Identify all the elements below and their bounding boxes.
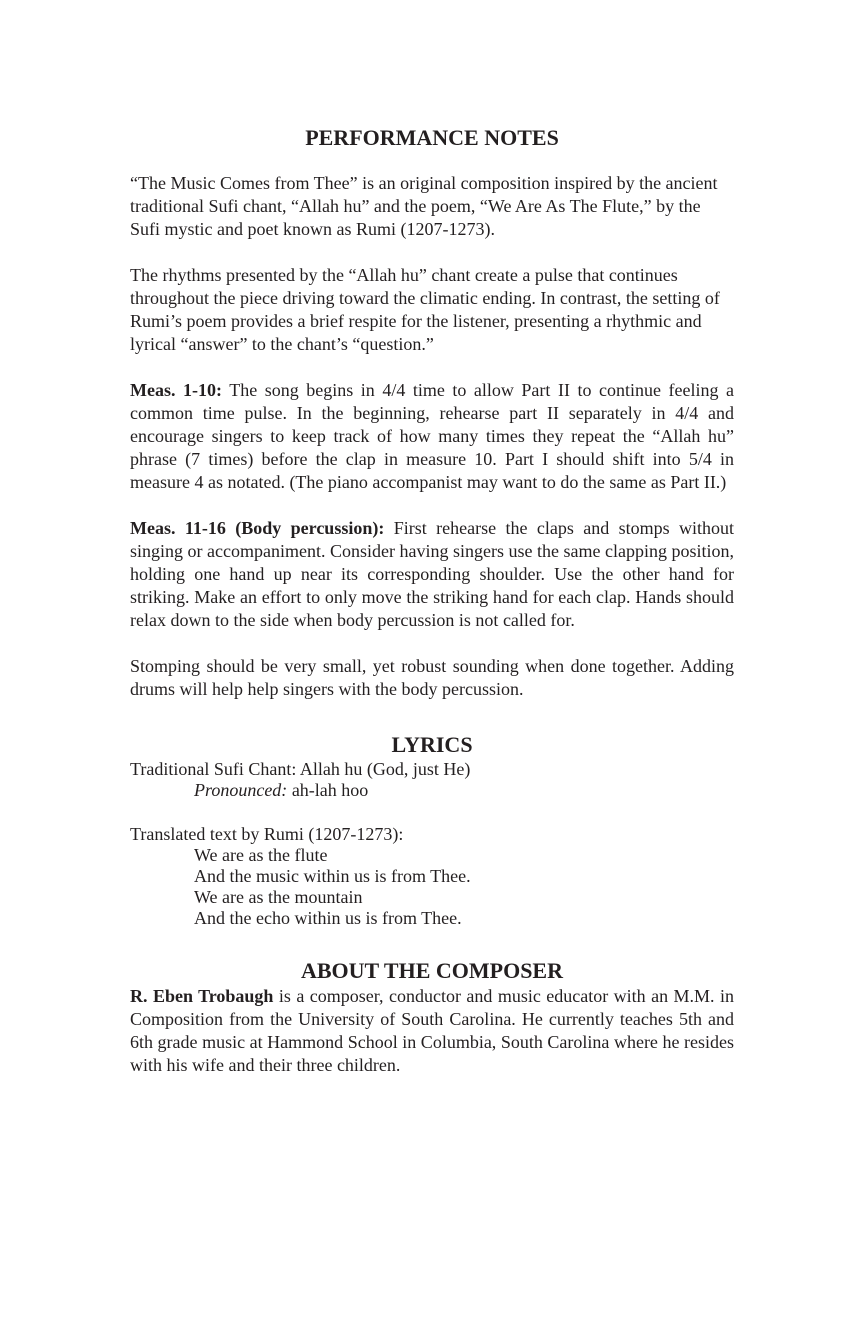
chant-line: Traditional Sufi Chant: Allah hu (God, just He)	[130, 759, 471, 779]
measures-1-10-text: The song begins in 4/4 time to allow Part II to continue feeling a common time pulse. In the beginning, rehearse part II separately in 4/4 and encourage singers to keep track of how many times they repeat the “Allah hu” phrase (7 times) before the clap in measure 10. Part I should shift into 5/4 in measure 4 as notated. (The piano accompanist may want to do the same as Part II.)	[130, 380, 734, 492]
verse-line: And the echo within us is from Thee.	[194, 908, 462, 928]
lyrics-heading: LYRICS	[391, 732, 473, 757]
measures-1-10-paragraph	[130, 379, 734, 494]
intro-paragraph: “The Music Comes from Thee” is an original composition inspired by the ancient traditional Sufi chant, “Allah hu” and the poem, “We Are As The Flute,” by the Sufi mystic and poet known as Rumi (1207-1273).	[130, 173, 718, 239]
stomping-paragraph: Stomping should be very small, yet robust sounding when done together. Adding drums will help help singers with the body percussion.	[130, 656, 734, 699]
measures-11-16-paragraph	[130, 517, 734, 632]
composer-name: R. Eben Trobaugh	[130, 986, 274, 1006]
about-composer-heading: ABOUT THE COMPOSER	[300, 958, 563, 983]
measures-11-16-label: Meas. 11-16 (Body percussion):	[130, 518, 385, 538]
verse-line: We are as the flute	[194, 845, 328, 865]
document-page	[130, 124, 734, 1077]
composer-bio-text: is a composer, conductor and music educator with an M.M. in Composition from the University of South Carolina. He currently teaches 5th and 6th grade music at Hammond School in Columbia, South Carolina where he resides with his wife and their three children.	[130, 986, 734, 1075]
performance-notes-heading: PERFORMANCE NOTES	[305, 125, 559, 150]
verse-line: And the music within us is from Thee.	[194, 866, 471, 886]
verse-line: We are as the mountain	[194, 887, 363, 907]
pronounced-value: ah-lah hoo	[287, 780, 369, 800]
composer-bio-paragraph	[130, 985, 734, 1077]
pronounced-label: Pronounced:	[194, 780, 288, 800]
translated-line: Translated text by Rumi (1207-1273):	[130, 824, 404, 844]
rhythms-paragraph: The rhythms presented by the “Allah hu” chant create a pulse that continues throughout the piece driving toward the climatic ending. In contrast, the setting of Rumi’s poem provides a brief respite for the listener, presenting a rhythmic and lyrical “answer” to the chant’s “question.”	[130, 265, 720, 354]
measures-1-10-label: Meas. 1-10:	[130, 380, 223, 400]
measures-11-16-text: First rehearse the claps and stomps without singing or accompaniment. Consider having singers use the same clapping position, holding one hand up near its corresponding shoulder. Use the other hand for striking. Make an effort to only move the striking hand for each clap. Hands should relax down to the side when body percussion is not called for.	[130, 518, 734, 630]
pronunciation-line	[130, 780, 734, 801]
